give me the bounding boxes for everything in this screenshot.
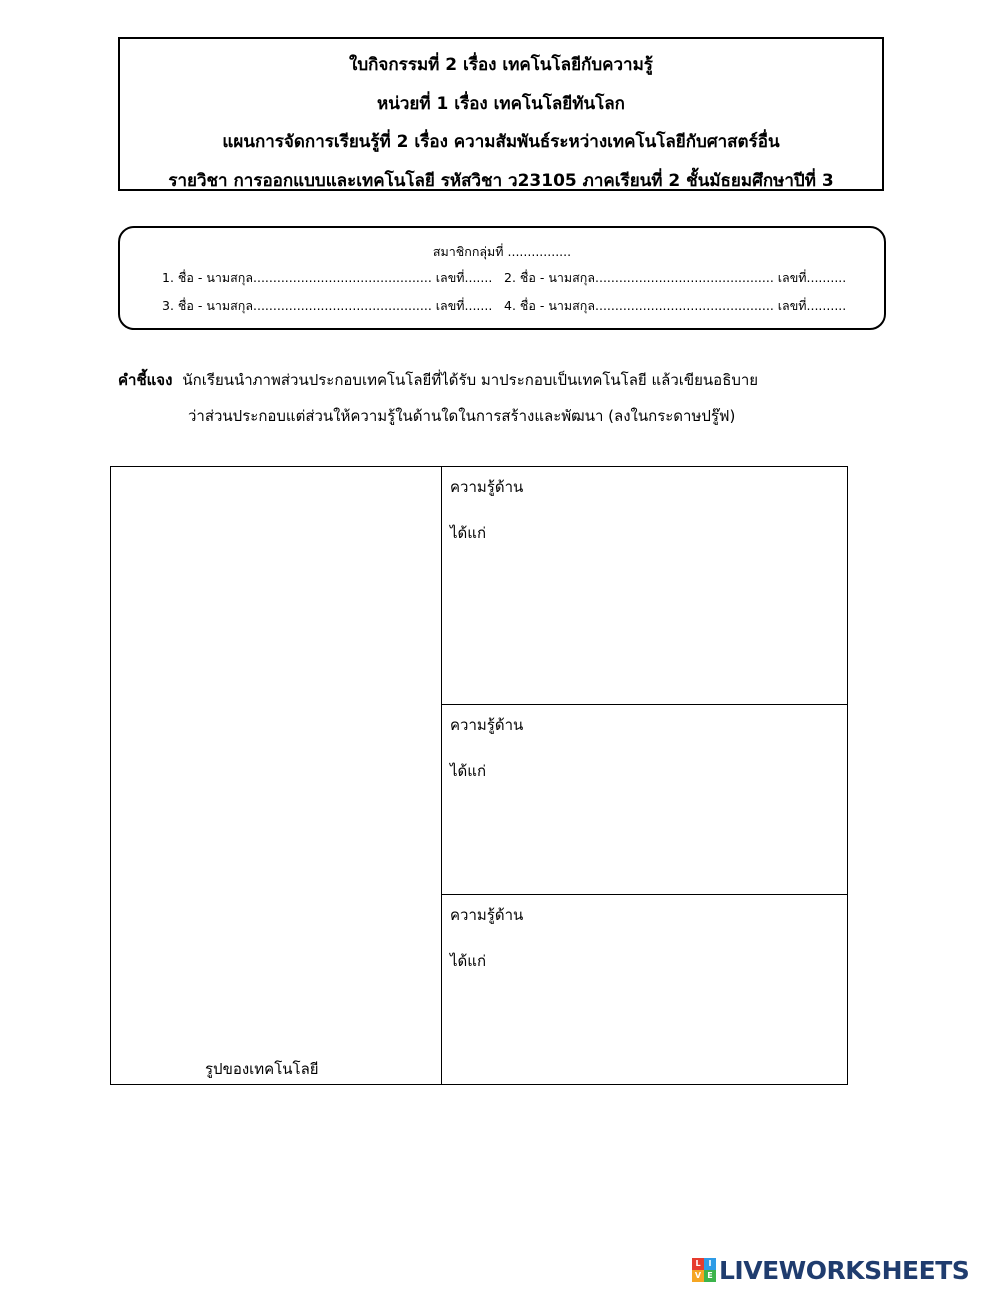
including-label: ได้แก่: [450, 762, 487, 780]
instructions-line-2: ว่าส่วนประกอบแต่ส่วนให้ความรู้ในด้านใดในการสร้างและพัฒนา (ลงในกระดาษปรู๊ฟ): [188, 407, 736, 425]
member-1-field[interactable]: 1. ชื่อ - นามสกุล............................................. เลขที่.......: [162, 270, 493, 285]
members-box: [118, 226, 886, 330]
logo-icon: [692, 1258, 716, 1282]
member-3-field[interactable]: 3. ชื่อ - นามสกุล............................................. เลขที่.......: [162, 298, 493, 313]
logo-letter: L: [692, 1258, 704, 1270]
activity-title: ใบกิจกรรมที่ 2 เรื่อง เทคโนโลยีกับความรู้: [349, 55, 653, 75]
knowledge-label: ความรู้ด้าน: [450, 478, 524, 496]
knowledge-label: ความรู้ด้าน: [450, 716, 524, 734]
including-label: ได้แก่: [450, 952, 487, 970]
member-2-field[interactable]: 2. ชื่อ - นามสกุล............................................. เลขที่..........: [504, 270, 847, 285]
knowledge-label: ความรู้ด้าน: [450, 906, 524, 924]
member-4-field[interactable]: 4. ชื่อ - นามสกุล............................................. เลขที่..........: [504, 298, 847, 313]
answer-grid: [110, 466, 848, 1085]
header-box: [118, 37, 884, 191]
knowledge-cell-2[interactable]: [442, 705, 847, 895]
picture-label: รูปของเทคโนโลยี: [205, 1060, 319, 1078]
knowledge-cell-3[interactable]: [442, 895, 847, 1084]
logo-letter: E: [704, 1270, 716, 1282]
group-number-field[interactable]: สมาชิกกลุ่มที่ ................: [432, 244, 572, 259]
lesson-plan-title: แผนการจัดการเรียนรู้ที่ 2 เรื่อง ความสัมพันธ์ระหว่างเทคโนโลยีกับศาสตร์อื่น: [222, 132, 780, 152]
instructions-line-1: นักเรียนนำภาพส่วนประกอบเทคโนโลยีที่ได้รับ มาประกอบเป็นเทคโนโลยี แล้วเขียนอธิบาย: [182, 371, 759, 389]
including-label: ได้แก่: [450, 524, 487, 542]
course-info: รายวิชา การออกแบบและเทคโนโลยี รหัสวิชา ว23105 ภาคเรียนที่ 2 ชั้นมัธยมศึกษาปีที่ 3: [168, 171, 834, 191]
instructions: [118, 368, 758, 392]
technology-picture-area[interactable]: [111, 467, 442, 1084]
logo-text: LIVEWORKSHEETS: [719, 1255, 970, 1285]
logo-letter: I: [704, 1258, 716, 1270]
liveworksheets-logo: [692, 1255, 969, 1285]
unit-title: หน่วยที่ 1 เรื่อง เทคโนโลยีทันโลก: [377, 94, 625, 114]
instructions-label: คำชี้แจง: [118, 371, 173, 389]
knowledge-cell-1[interactable]: [442, 467, 847, 705]
logo-letter: V: [692, 1270, 704, 1282]
